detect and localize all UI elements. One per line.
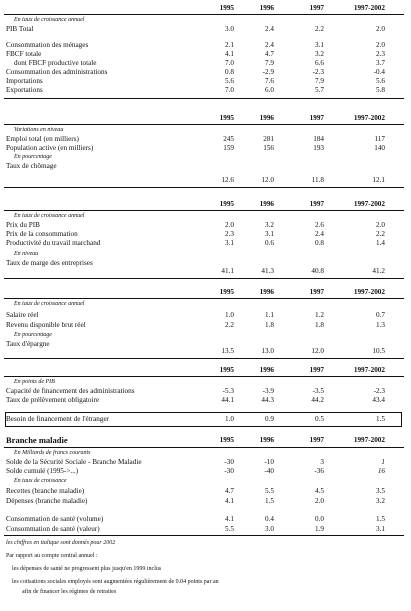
note-item: afin de financer les régimes de retraites [22, 589, 117, 595]
year-1996: 1996 [259, 4, 274, 12]
table-row: Importations 5.6 7.6 7.9 5.6 [6, 77, 385, 85]
italic-note: les chiffres en italique sont donnés pour 2002 [6, 540, 116, 546]
note-item: les dépenses de santé ne progressent plus jusqu'en 1999 inclus [12, 566, 162, 572]
table-row: Emploi total (en milliers) 245 281 184 117 [6, 135, 385, 143]
table-row: 13.5 13.0 12.0 10.5 [221, 347, 385, 355]
table-row: Dépenses (branche maladie) 4.1 1.5 2.0 3.2 [6, 497, 385, 505]
year-header-5: 1995 1996 1997 1997-2002 [219, 366, 385, 374]
year-header-1 [4, 4, 404, 13]
table-row: Taux d'épargne [6, 340, 50, 348]
note-intro: Par rapport au compte central annuel : [6, 553, 98, 559]
table-row: 12.6 12.0 11.8 12.1 [221, 176, 385, 184]
table-row: Taux de marge des entreprises [6, 259, 93, 267]
table-row: Revenu disponible brut réel 2.2 1.8 1.8 1.3 [6, 321, 385, 329]
table-row: Salaire réel 1.0 1.1 1.2 0.7 [6, 311, 385, 319]
table-row: Recettes (branche maladie) 4.7 5.5 4.5 3.5 [6, 487, 385, 495]
table-row: dont FBCF productive totale 7.0 7.9 6.6 3.7 [14, 59, 385, 67]
year-1997: 1997 [309, 4, 324, 12]
section-subtitle: En points de PIB [14, 379, 55, 385]
section-title: Branche maladie [6, 435, 68, 445]
section-subtitle: Variations en niveau [14, 127, 64, 133]
divider [4, 278, 404, 279]
divider [4, 210, 404, 211]
table-row: Solde cumulé (1995->...) -30 -40 -36 16 [6, 467, 385, 475]
divider [4, 187, 404, 188]
year-header-4: 1995 1996 1997 1997-2002 [219, 288, 385, 296]
table-row: Consommation des administrations 0.8 -2.9 -2.3 -0.4 [6, 68, 385, 76]
divider [4, 358, 404, 359]
divider [4, 98, 404, 99]
table-row: Prix de la consommation 2.3 3.1 2.4 2.2 [6, 230, 385, 238]
table-row: PIB Total 3.0 2.4 2.2 2.0 [6, 25, 385, 33]
table-row: Population active (en milliers) 159 156 193 140 [6, 144, 385, 152]
table-row: Consommation de santé (volume) 4.1 0.4 0.0 1.5 [6, 515, 385, 523]
divider [4, 535, 404, 536]
section-subtitle: En Milliards de francs courants [14, 450, 91, 456]
divider [4, 376, 404, 377]
table-row: Consommation des ménages 2.1 2.4 3.1 2.0 [6, 41, 385, 49]
year-header-2: 1995 1996 1997 1997-2002 [219, 114, 385, 122]
table-row: Exportations 7.0 6.0 5.7 5.8 [6, 86, 385, 94]
section-subtitle: En pourcentage [14, 154, 52, 160]
divider [4, 124, 404, 125]
year-header-3: 1995 1996 1997 1997-2002 [219, 200, 385, 208]
table-row: 41.1 41.3 40.8 41.2 [221, 267, 385, 275]
table-row: FBCF totale 4.1 4.7 3.2 2.3 [6, 50, 385, 58]
year-1995: 1995 [219, 4, 234, 12]
table-row: Solde de la Sécurité Sociale - Branche Maladie -30 -10 3 1 [6, 458, 385, 466]
health-branch-header: Branche maladie 1995 1996 1997 1997-2002 [6, 435, 385, 445]
table-row: Capacité de financement des administrations -5.3 -3.9 -3.5 -2.3 [6, 387, 385, 395]
table-row: Taux de chômage [6, 162, 57, 170]
table-row: Besoin de financement de l'étranger 1.0 0.9 0.5 1.5 [6, 415, 385, 423]
divider [4, 14, 404, 15]
table-row: Prix du PIB 2.0 3.2 2.6 2.0 [6, 221, 385, 229]
divider [4, 447, 404, 448]
table-row: Productivité du travail marchand 3.1 0.6 0.8 1.4 [6, 239, 385, 247]
note-item: les cotisations sociales employés sont augmentées régulièrement de 0.04 points par an [12, 579, 219, 585]
section-subtitle: En taux de croissance annuel [14, 213, 85, 219]
section-subtitle: En pourcentage [14, 332, 52, 338]
table-row: Taux de prélèvement obligatoire 44.1 44.3 44.2 43.4 [6, 396, 385, 404]
table-row: Consommation de santé (valeur) 5.5 3.0 1.9 3.1 [6, 525, 385, 533]
section-subtitle: En taux de croissance [14, 478, 67, 484]
year-1997-2002: 1997-2002 [353, 4, 385, 12]
section-subtitle: En niveau [14, 251, 39, 257]
section-subtitle: En taux de croissance annuel [14, 17, 85, 23]
divider [4, 298, 404, 299]
section-subtitle: En taux de croissance annuel [14, 301, 85, 307]
